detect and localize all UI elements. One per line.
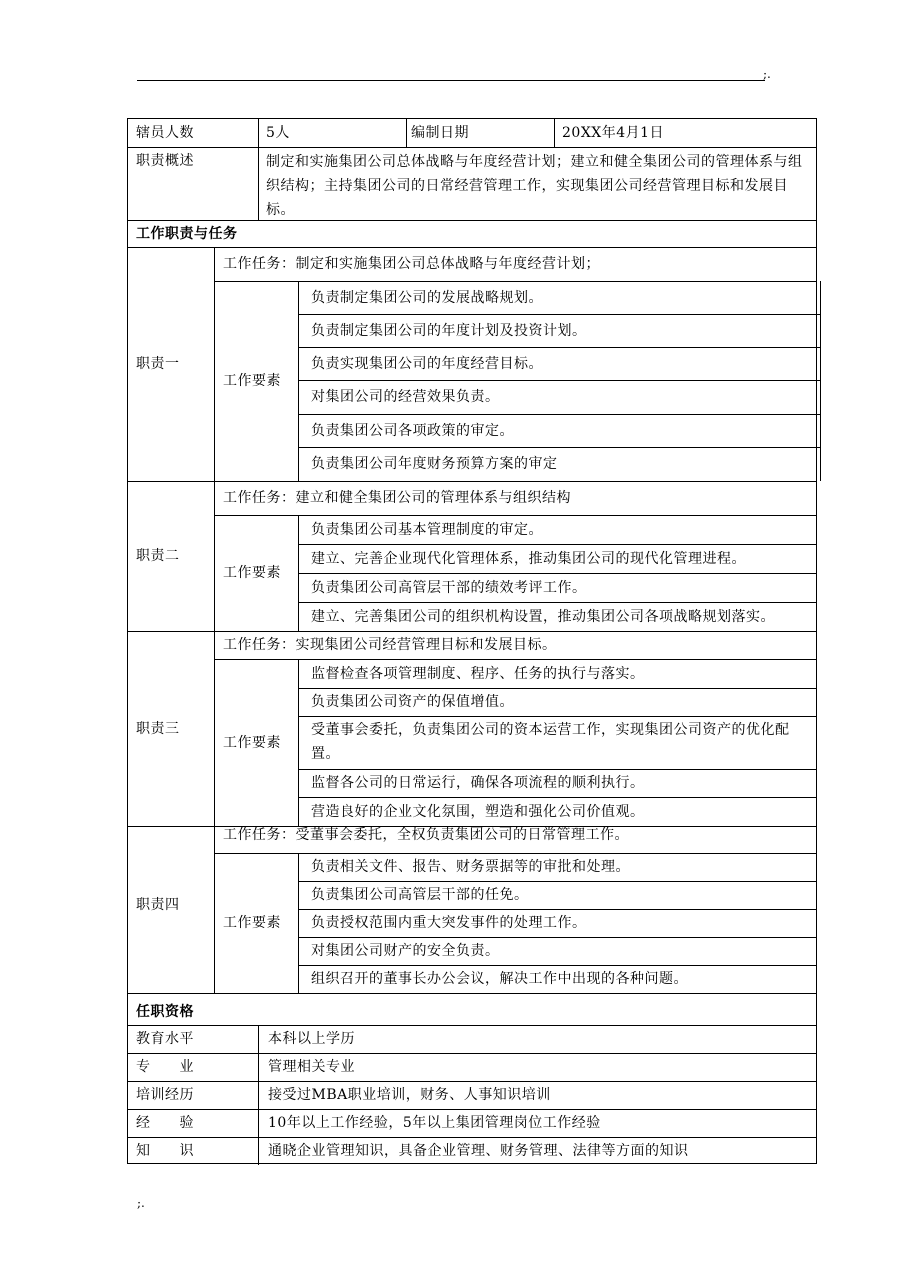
elements-label: 工作要素 bbox=[223, 915, 281, 931]
row-divider bbox=[298, 965, 816, 966]
col-divider bbox=[214, 481, 215, 631]
work-element: 对集团公司的经营效果负责。 bbox=[311, 389, 500, 405]
job-description-table bbox=[127, 118, 817, 1164]
qualification-value: 通晓企业管理知识，具备企业管理、财务管理、法律等方面的知识 bbox=[268, 1143, 689, 1159]
work-element: 建立、完善集团公司的组织机构设置，推动集团公司各项战略规划落实。 bbox=[311, 608, 775, 625]
header-mark: ;. bbox=[763, 67, 771, 81]
work-element: 营造良好的企业文化氛围，塑造和强化公司价值观。 bbox=[311, 803, 645, 820]
row-divider bbox=[214, 281, 816, 282]
work-element: 负责制定集团公司的年度计划及投资计划。 bbox=[311, 322, 587, 339]
row-divider bbox=[298, 380, 820, 381]
work-element: 负责集团公司年度财务预算方案的审定 bbox=[311, 456, 558, 472]
row-divider bbox=[298, 602, 816, 603]
row-divider bbox=[298, 314, 820, 315]
duty-task: 工作任务：制定和实施集团公司总体战略与年度经营计划； bbox=[223, 256, 600, 272]
row-divider bbox=[298, 544, 816, 545]
duty-task: 工作任务：受董事会委托，全权负责集团公司的日常管理工作。 bbox=[223, 827, 629, 843]
qualification-label: 专 业 bbox=[136, 1059, 194, 1075]
col-divider bbox=[298, 853, 299, 993]
qualification-value: 接受过MBA职业培训，财务、人事知识培训 bbox=[268, 1087, 551, 1103]
work-element: 负责相关文件、报告、财务票据等的审批和处理。 bbox=[311, 859, 630, 875]
work-element: 对集团公司财产的安全负责。 bbox=[311, 943, 500, 959]
row-divider bbox=[298, 797, 816, 798]
col-divider bbox=[258, 119, 259, 220]
col-divider bbox=[406, 119, 407, 147]
row-divider bbox=[298, 881, 816, 882]
work-element: 组织召开的董事长办公会议，解决工作中出现的各种问题。 bbox=[311, 971, 688, 987]
duty-task: 工作任务：实现集团公司经营管理目标和发展目标。 bbox=[223, 637, 557, 653]
duty-name: 职责二 bbox=[136, 548, 180, 564]
work-element: 负责制定集团公司的发展战略规划。 bbox=[311, 289, 543, 306]
elements-label: 工作要素 bbox=[223, 565, 281, 581]
col-divider bbox=[258, 1025, 259, 1165]
col-divider bbox=[298, 515, 299, 631]
duty-task: 工作任务：建立和健全集团公司的管理体系与组织结构 bbox=[223, 490, 571, 506]
headcount-value: 5人 bbox=[266, 125, 290, 141]
qualification-label: 知 识 bbox=[136, 1143, 194, 1159]
row-divider bbox=[298, 909, 816, 910]
date-value: 20XX年4月1日 bbox=[562, 125, 665, 141]
duty-name: 职责三 bbox=[136, 720, 180, 737]
work-element: 负责集团公司高管层干部的任免。 bbox=[311, 887, 529, 903]
qualification-label: 教育水平 bbox=[136, 1031, 194, 1047]
col-divider bbox=[298, 659, 299, 826]
duty-name: 职责一 bbox=[136, 356, 180, 372]
row-divider bbox=[298, 716, 816, 717]
elements-label: 工作要素 bbox=[223, 373, 281, 389]
work-element: 负责集团公司资产的保值增值。 bbox=[311, 694, 514, 710]
col-divider bbox=[214, 631, 215, 826]
qualification-label: 培训经历 bbox=[136, 1087, 194, 1103]
footer-mark: ;. bbox=[137, 1196, 145, 1210]
work-element: 监督各公司的日常运行，确保各项流程的顺利执行。 bbox=[311, 775, 645, 791]
row-divider bbox=[214, 659, 816, 660]
row-divider bbox=[128, 993, 816, 994]
work-element: 监督检查各项管理制度、程序、任务的执行与落实。 bbox=[311, 665, 645, 682]
summary-value: 制定和实施集团公司总体战略与年度经营计划；建立和健全集团公司的管理体系与组织结构；主持集团公司的日常经营管理工作，实现集团公司经营管理目标和发展目标。 bbox=[266, 154, 803, 218]
qualification-value: 管理相关专业 bbox=[268, 1059, 355, 1075]
section-duties-title: 工作职责与任务 bbox=[136, 225, 238, 242]
row-divider bbox=[128, 220, 816, 221]
work-element: 负责实现集团公司的年度经营目标。 bbox=[311, 355, 543, 372]
qualification-value: 10年以上工作经验，5年以上集团管理岗位工作经验 bbox=[268, 1115, 601, 1131]
qualification-value: 本科以上学历 bbox=[268, 1031, 355, 1047]
elements-label: 工作要素 bbox=[223, 734, 281, 751]
section-qualifications-title: 任职资格 bbox=[136, 1004, 194, 1020]
header-rule bbox=[137, 80, 765, 81]
col-divider bbox=[820, 281, 821, 481]
row-divider bbox=[298, 769, 816, 770]
row-divider bbox=[298, 347, 820, 348]
row-divider bbox=[128, 147, 816, 148]
work-element: 负责集团公司高管层干部的绩效考评工作。 bbox=[311, 579, 587, 596]
work-element: 负责授权范围内重大突发事件的处理工作。 bbox=[311, 915, 587, 931]
duty-name: 职责四 bbox=[136, 897, 180, 913]
row-divider bbox=[298, 447, 820, 448]
row-divider bbox=[298, 688, 816, 689]
col-divider bbox=[298, 281, 299, 481]
work-element: 建立、完善企业现代化管理体系，推动集团公司的现代化管理进程。 bbox=[311, 550, 746, 567]
headcount-label: 辖员人数 bbox=[136, 125, 194, 141]
work-element: 受董事会委托，负责集团公司的资本运营工作，实现集团公司资产的优化配置。 bbox=[311, 722, 790, 762]
col-divider bbox=[214, 247, 215, 481]
work-element: 负责集团公司各项政策的审定。 bbox=[311, 422, 514, 439]
row-divider bbox=[214, 853, 816, 854]
work-element: 负责集团公司基本管理制度的审定。 bbox=[311, 521, 543, 538]
row-divider bbox=[214, 515, 816, 516]
qualification-label: 经 验 bbox=[136, 1115, 194, 1131]
row-divider bbox=[298, 414, 820, 415]
row-divider bbox=[298, 573, 816, 574]
row-divider bbox=[298, 937, 816, 938]
date-label: 编制日期 bbox=[411, 125, 469, 141]
col-divider bbox=[554, 119, 555, 147]
summary-label: 职责概述 bbox=[136, 153, 194, 169]
col-divider bbox=[214, 817, 215, 993]
